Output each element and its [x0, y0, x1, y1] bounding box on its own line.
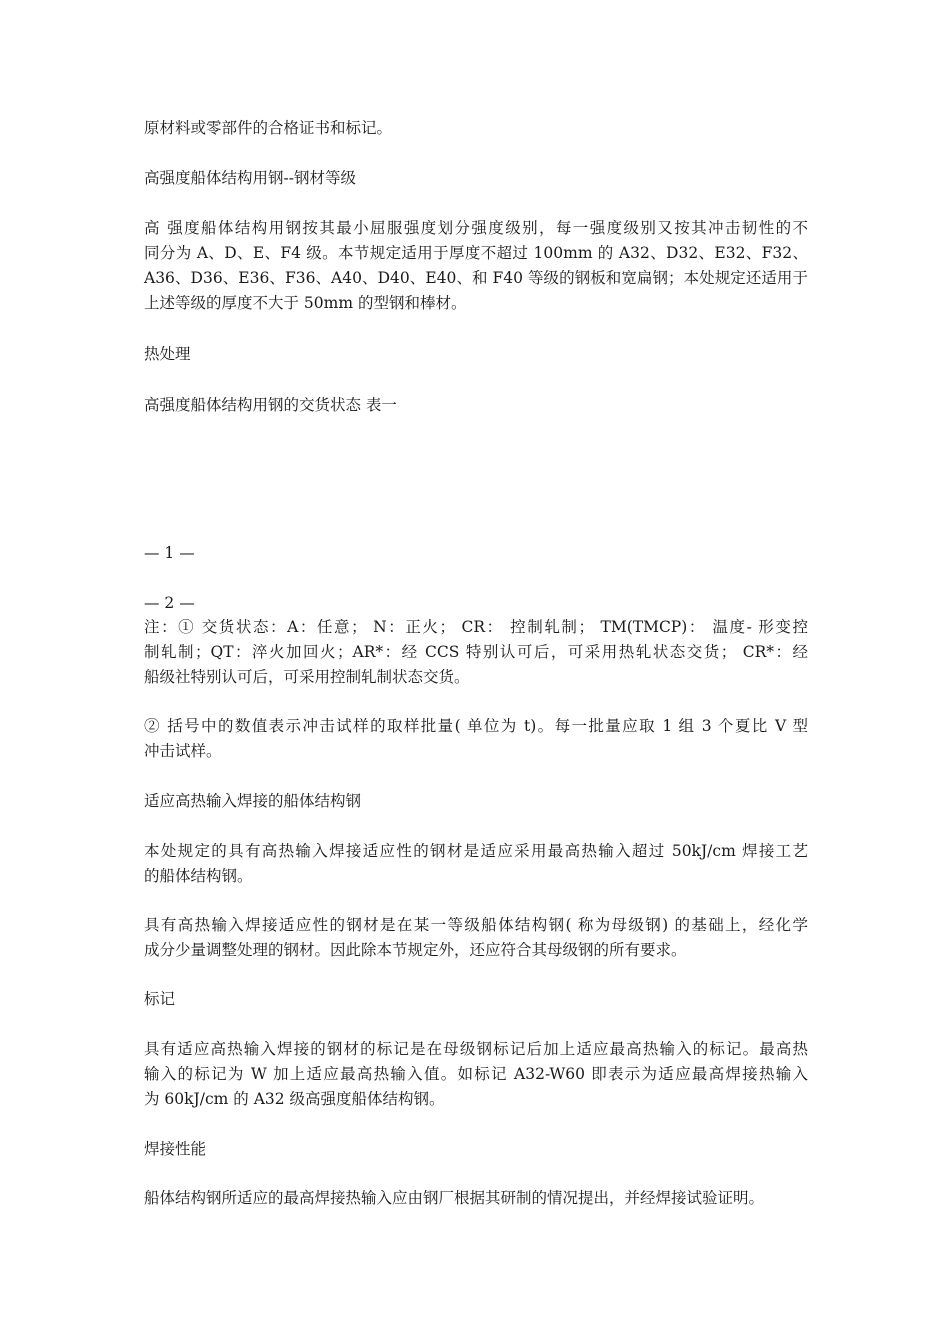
- text-line: 具有高热输入焊接适应性的钢材是在某一等级船体结构钢( 称为母级钢) 的基础上，经化学: [144, 916, 808, 934]
- text-line: 原材料或零部件的合格证书和标记。: [144, 119, 393, 137]
- text-line: 输入的标记为 W 加上适应最高热输入值。如标记 A32-W60 即表示为适应最高焊接热输入: [144, 1065, 808, 1083]
- paragraph-certificate: [144, 116, 808, 141]
- section-heading-high-heat-input: [144, 789, 808, 814]
- text-line: — 2 —: [144, 594, 195, 612]
- page-number-1: [144, 541, 808, 566]
- paragraph-high-heat-scope: [144, 839, 808, 889]
- section-heading-weldability: [144, 1137, 808, 1162]
- text-line: 热处理: [144, 345, 191, 363]
- text-line: 高 强度船体结构用钢按其最小屈服强度划分强度级别，每一强度级别又按其冲击韧性的不: [144, 219, 808, 237]
- text-line: 注：① 交货状态：A：任意； N：正火； CR： 控制轧制； TM(TMCP)： 温度- 形变控: [144, 618, 808, 636]
- table-caption: [144, 393, 808, 418]
- paragraph-grade-scope: [144, 216, 808, 316]
- text-line: 船级社特别认可后，可采用控制轧制状态交货。: [144, 668, 470, 686]
- text-line: 焊接性能: [144, 1140, 207, 1158]
- text-line: 同分为 A、D、E、F4 级。本节规定适用于厚度不超过 100mm 的 A32、D32、E32、F32、: [144, 244, 808, 262]
- text-line: A36、D36、E36、F36、A40、D40、E40、和 F40 等级的钢板和宽扁钢；本处规定还适用于: [144, 269, 808, 287]
- section-heading-marking: [144, 987, 808, 1012]
- text-line: 船体结构钢所适应的最高焊接热输入应由钢厂根据其研制的情况提出，并经焊接试验证明。: [144, 1189, 765, 1207]
- paragraph-parent-steel: [144, 913, 808, 963]
- paragraph-weldability: [144, 1186, 808, 1211]
- text-line: 高强度船体结构用钢--钢材等级: [144, 169, 356, 187]
- text-line: 成分少量调整处理的钢材。因此除本节规定外，还应符合其母级钢的所有要求。: [144, 941, 687, 959]
- text-line: 冲击试样。: [144, 742, 222, 760]
- page-number-2: [144, 591, 808, 616]
- text-line: 高强度船体结构用钢的交货状态 表一: [144, 396, 397, 414]
- section-heading-steel-grades: [144, 166, 808, 191]
- text-line: 本处规定的具有高热输入焊接适应性的钢材是适应采用最高热输入超过 50kJ/cm 焊接工艺: [144, 842, 808, 860]
- text-line: 制轧制；QT：淬火加回火；AR*：经 CCS 特别认可后，可采用热轧状态交货； CR*：经: [144, 643, 808, 661]
- text-line: 上述等级的厚度不大于 50mm 的型钢和棒材。: [144, 294, 467, 312]
- note-delivery-condition: [144, 615, 808, 690]
- paragraph-marking: [144, 1037, 808, 1112]
- text-line: 标记: [144, 990, 176, 1008]
- text-line: — 1 —: [144, 544, 195, 562]
- text-line: 的船体结构钢。: [144, 867, 253, 885]
- text-line: 为 60kJ/cm 的 A32 级高强度船体结构钢。: [144, 1090, 445, 1108]
- text-line: 具有适应高热输入焊接的钢材的标记是在母级钢标记后加上适应最高热输入的标记。最高热: [144, 1040, 808, 1058]
- text-line: 适应高热输入焊接的船体结构钢: [144, 792, 362, 810]
- section-heading-heat-treatment: [144, 342, 808, 367]
- text-line: ② 括号中的数值表示冲击试样的取样批量( 单位为 t)。每一批量应取 1 组 3 个夏比 V 型: [144, 717, 808, 735]
- note-impact-sample: [144, 714, 808, 764]
